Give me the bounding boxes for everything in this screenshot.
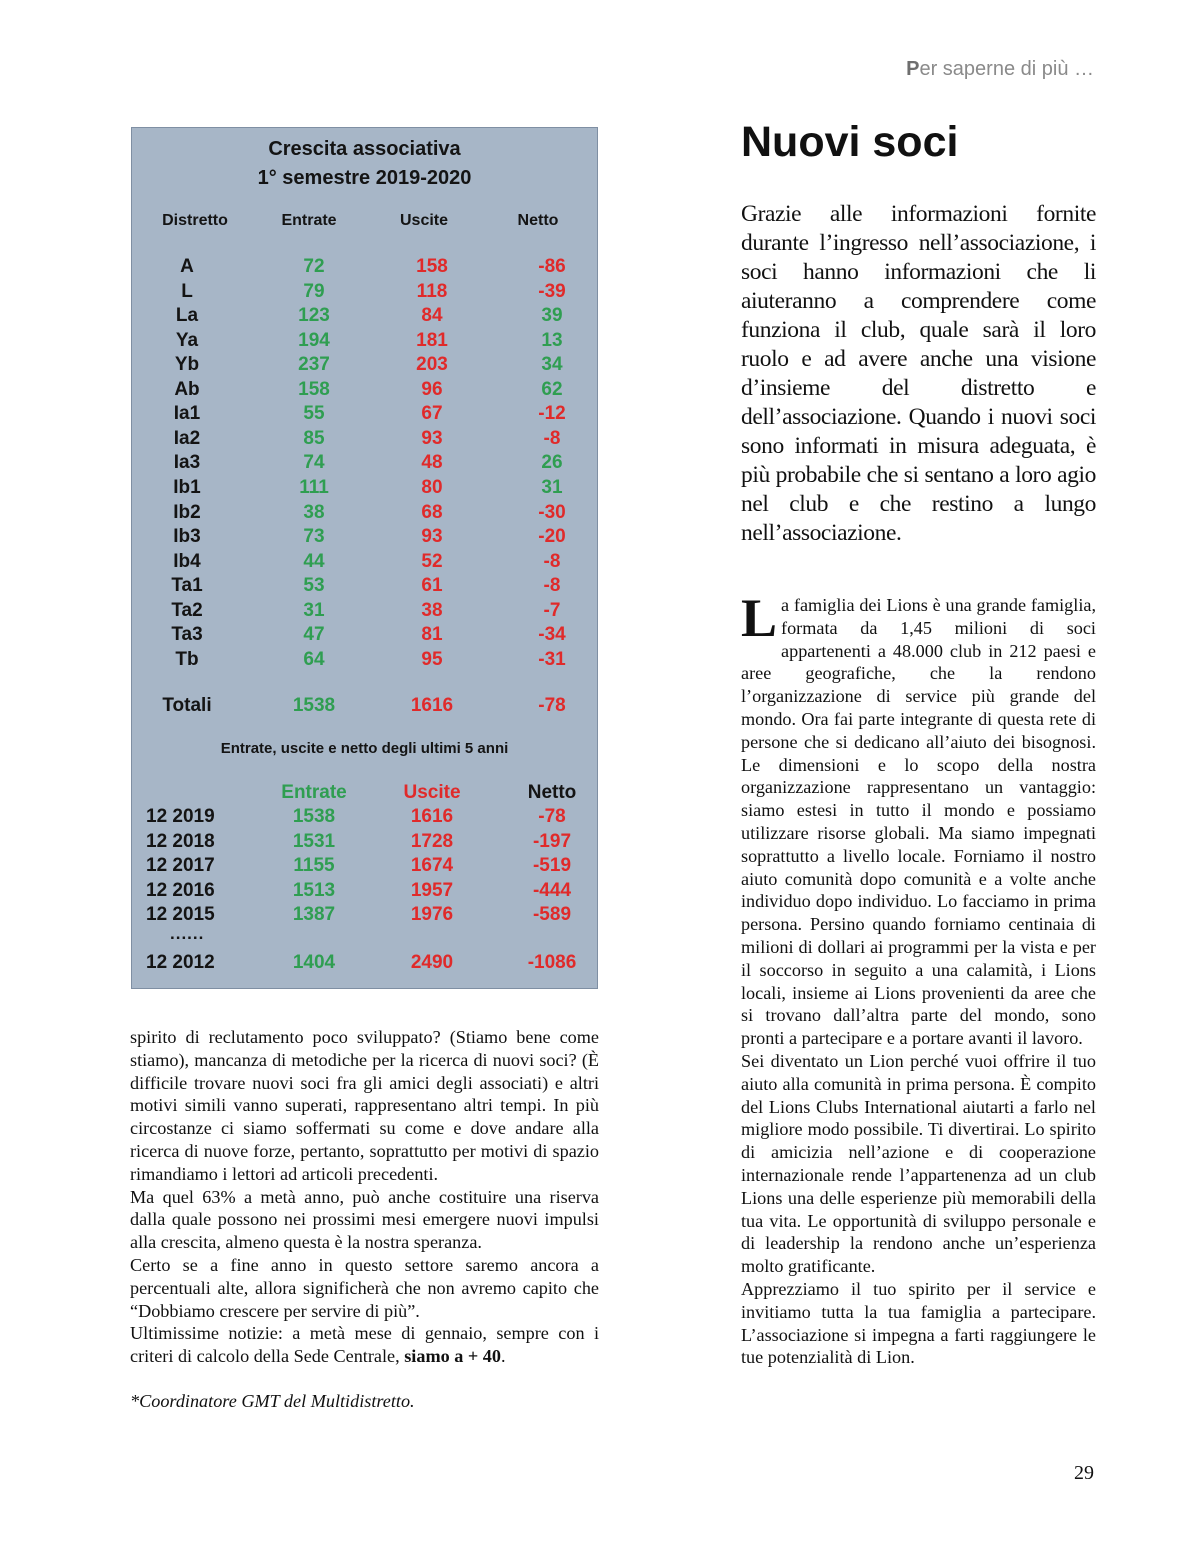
district-out: 118 xyxy=(416,280,448,302)
article-lead: Grazie alle informazioni fornite durante l’ingresso nell’associazione, i soci hanno informazioni che li aiuteranno a comprendere come funziona il club, quale sarà il loro ruolo e ad avere anche una visione d’insieme del distretto e dell’associazione. Quando i nuovi soci sono informati in misura adeguata, è più probabile che si sentano a loro agio nel club e che restino a lungo nell’associazione. xyxy=(741,201,1096,546)
running-head-initial: P xyxy=(906,58,920,80)
col-head-net: Netto xyxy=(517,212,559,229)
district-in: 237 xyxy=(298,354,330,376)
history-row-last xyxy=(132,952,597,976)
district-net: -31 xyxy=(538,648,566,670)
page-number: 29 xyxy=(1074,1462,1094,1484)
district-name: La xyxy=(175,305,199,327)
district-out: 203 xyxy=(416,354,448,376)
totals-label: Totali xyxy=(162,695,212,716)
history-out: 1957 xyxy=(410,879,454,901)
district-out: 181 xyxy=(416,329,448,351)
table-row xyxy=(132,354,597,378)
district-in: 31 xyxy=(303,599,325,621)
district-in: 47 xyxy=(303,624,325,646)
left-paragraph-4 xyxy=(130,1322,599,1368)
stats-subtitle: 1° semestre 2019-2020 xyxy=(257,167,472,189)
district-in: 72 xyxy=(303,256,325,277)
history-in: 1155 xyxy=(293,855,335,876)
history-year: 12 2012 xyxy=(146,952,215,973)
dropcap: L xyxy=(741,588,778,648)
district-name: Ab xyxy=(174,378,200,400)
article-paragraph-3: Apprezziamo il tuo spirito per il service e invitiamo tutta la tua famiglia a partecipare. L’associazione si impegna a farti raggiungere le tue potenzialità di Lion. xyxy=(741,1278,1096,1368)
table-row xyxy=(132,379,597,403)
district-in: 64 xyxy=(303,648,325,670)
article-body xyxy=(741,588,1096,1369)
history-row xyxy=(132,806,597,830)
district-out: 95 xyxy=(421,648,443,670)
col-head-out: Uscite xyxy=(399,212,449,229)
district-net: -8 xyxy=(543,550,561,572)
totals-out: 1616 xyxy=(410,695,454,716)
history-year: 12 2016 xyxy=(146,879,215,901)
left-paragraph-1: spirito di reclutamento poco sviluppato? (Stiamo bene come stiamo), mancanza di metodiche per la ricerca di nuovi soci? (È difficile trovare nuovi soci fra gli amici degli associati) e altri motivi simili vanno superati, rappresentano altri tempi. In più circostanze ci siamo soffermati su come e dove andare alla ricerca di nuove forze, pertanto, soprattutto per motivi di spazio rimandiamo i lettori ad articoli precedenti. xyxy=(130,1027,599,1184)
district-name: Ib4 xyxy=(173,550,201,572)
district-out: 93 xyxy=(421,526,443,548)
district-net: -30 xyxy=(538,501,566,523)
district-in: 53 xyxy=(303,575,325,597)
district-name: Ib1 xyxy=(173,476,201,498)
left-paragraph-4-bold: siamo a + 40 xyxy=(404,1346,501,1367)
district-name: Ya xyxy=(175,329,199,351)
history-out: 2490 xyxy=(410,952,454,973)
history-row xyxy=(132,855,597,879)
footnote: *Coordinatore GMT del Multidistretto. xyxy=(130,1390,415,1411)
history-head-out: Uscite xyxy=(403,782,461,803)
history-out: 1976 xyxy=(410,904,454,925)
history-title: Entrate, uscite e netto degli ultimi 5 anni xyxy=(220,740,509,757)
district-net: 13 xyxy=(541,329,563,351)
left-paragraph-4-start: Ultimissime notizie: a metà mese di gennaio, sempre con i criteri di calcolo della Sede Centrale, xyxy=(130,1323,599,1367)
table-row xyxy=(132,428,597,452)
district-name: Ta3 xyxy=(171,624,203,646)
totals-row xyxy=(132,695,597,719)
article-paragraph-1 xyxy=(741,588,1096,1050)
district-in: 158 xyxy=(298,378,330,400)
district-in: 194 xyxy=(298,329,330,351)
district-net: 26 xyxy=(541,452,563,474)
table-row xyxy=(132,502,597,526)
history-year: 12 2019 xyxy=(146,806,215,827)
col-head-district: Distretto xyxy=(162,212,228,229)
history-in: 1531 xyxy=(292,830,336,852)
history-in: 1387 xyxy=(292,904,336,925)
running-head-text: er saperne di più … xyxy=(919,58,1094,80)
stats-title: Crescita associativa xyxy=(268,138,461,160)
running-head xyxy=(906,58,1094,81)
article-title: Nuovi soci xyxy=(741,118,959,166)
col-head-in: Entrate xyxy=(281,212,337,229)
district-out: 96 xyxy=(421,378,443,400)
district-net: -34 xyxy=(538,624,566,646)
district-name: Ta1 xyxy=(171,575,203,597)
table-row xyxy=(132,575,597,599)
district-out: 81 xyxy=(421,624,443,646)
history-in: 1404 xyxy=(292,952,336,973)
district-net: -86 xyxy=(538,256,566,277)
district-net: 39 xyxy=(541,305,563,327)
table-row xyxy=(132,403,597,427)
history-out: 1728 xyxy=(410,830,454,852)
district-in: 111 xyxy=(299,476,329,498)
district-out: 158 xyxy=(416,256,448,277)
district-name: Ia3 xyxy=(173,452,201,474)
district-out: 84 xyxy=(421,305,443,327)
history-in: 1513 xyxy=(292,879,336,901)
totals-in: 1538 xyxy=(292,695,336,716)
table-row xyxy=(132,600,597,624)
district-net: -12 xyxy=(538,403,566,425)
district-net: 62 xyxy=(541,378,563,400)
table-row xyxy=(132,256,597,280)
article-paragraph-1-text: a famiglia dei Lions è una grande famiglia, formata da 1,45 milioni di soci appartenenti a 48.000 club in 212 paesi e aree geografiche, che la rendono l’organizzazione di service più grande del mondo. Ora fai parte integrante di questa rete di persone che si dedicano all’aiuto dei bisognosi. Le dimensioni e lo scopo della nostra organizzazione rappresentano un vantaggio: siamo estesi in tutto il mondo e possiamo utilizzare risorse globali. Ma siamo impegnati soprattutto a livello locale. Forniamo il nostro aiuto comunità dopo comunità e a volte anche individuo dopo individuo. Lo facciamo in prima persona. Persino quando forniamo centinaia di milioni di dollari ai programmi per la vista e per il soccorso in seguito a una calamità, i Lions locali, insieme ai Lions provenienti da aree che si trovano dall’altra parte del mondo, sono pronti a partecipare e a portare avanti il lavoro. xyxy=(741,595,1096,1049)
district-name: Ia1 xyxy=(173,403,201,425)
table-row xyxy=(132,649,597,673)
left-paragraph-4-end: . xyxy=(500,1346,506,1367)
table-row xyxy=(132,477,597,501)
district-in: 38 xyxy=(303,501,325,523)
district-out: 68 xyxy=(421,501,443,523)
district-out: 52 xyxy=(421,550,443,572)
district-in: 123 xyxy=(298,305,330,327)
district-name: L xyxy=(181,280,193,302)
district-name: A xyxy=(180,256,194,277)
district-in: 74 xyxy=(303,452,325,474)
district-out: 61 xyxy=(421,575,443,597)
totals-net: -78 xyxy=(538,695,566,716)
table-row xyxy=(132,281,597,305)
history-head-net: Netto xyxy=(527,782,577,803)
district-out: 80 xyxy=(421,476,443,498)
district-out: 48 xyxy=(421,452,443,474)
history-in: 1538 xyxy=(292,806,336,827)
history-out: 1616 xyxy=(410,806,454,827)
history-head-in: Entrate xyxy=(281,782,347,803)
history-net: -197 xyxy=(532,830,572,852)
table-row xyxy=(132,624,597,648)
district-net: 31 xyxy=(541,476,563,498)
left-paragraph-2: Ma quel 63% a metà anno, può anche costituire una riserva dalla quale possono nei prossimi mesi emergere nuovi impulsi alla crescita, almeno questa è la nostra speranza. xyxy=(130,1186,599,1253)
history-net: -78 xyxy=(538,806,566,827)
table-row xyxy=(132,305,597,329)
district-net: -7 xyxy=(543,599,561,621)
district-in: 79 xyxy=(303,280,325,302)
table-row xyxy=(132,330,597,354)
district-net: -8 xyxy=(543,575,561,597)
history-year: 12 2015 xyxy=(146,904,215,925)
table-row xyxy=(132,526,597,550)
district-out: 67 xyxy=(421,403,443,425)
district-name: Yb xyxy=(174,354,200,376)
district-name: Ib2 xyxy=(173,501,201,523)
membership-stats-table xyxy=(131,127,598,989)
district-in: 44 xyxy=(303,550,325,572)
history-net: -444 xyxy=(532,879,572,901)
article-paragraph-2: Sei diventato un Lion perché vuoi offrire il tuo aiuto alla comunità in prima persona. È compito del Lions Clubs International aiutarti a farlo nel migliore modo possibile. Ti divertirai. Lo spirito di amicizia nell’azione e di cooperazione internazionale rende l’appartenenza ad un club Lions una delle esperienze più memorabili della tua vita. Le opportunità di sviluppo personale e di leadership la rendono anche un’esperienza molto gratificante. xyxy=(741,1050,1096,1277)
district-net: -8 xyxy=(543,427,561,449)
district-name: Ta2 xyxy=(171,599,203,621)
table-row xyxy=(132,452,597,476)
history-year: 12 2017 xyxy=(146,855,215,876)
district-name: Ia2 xyxy=(173,427,201,449)
history-year: 12 2018 xyxy=(146,830,215,852)
history-net: -589 xyxy=(532,904,572,925)
history-net: -1086 xyxy=(527,952,577,973)
district-name: Ib3 xyxy=(173,526,201,548)
district-net: -20 xyxy=(538,526,566,548)
history-ellipsis: ...... xyxy=(170,924,205,943)
district-net: -39 xyxy=(538,280,566,302)
district-in: 55 xyxy=(303,403,325,425)
table-row xyxy=(132,551,597,575)
left-paragraph-3: Certo se a fine anno in questo settore saremo ancora a percentuali alte, allora significherà che non avremo capito che “Dobbiamo crescere per servire di più”. xyxy=(130,1254,599,1321)
district-name: Tb xyxy=(175,648,199,670)
district-in: 85 xyxy=(303,427,325,449)
history-net: -519 xyxy=(532,855,572,876)
district-in: 73 xyxy=(303,526,325,548)
district-net: 34 xyxy=(541,354,563,376)
history-row xyxy=(132,880,597,904)
district-out: 38 xyxy=(421,599,443,621)
district-out: 93 xyxy=(421,427,443,449)
left-column-text xyxy=(130,1026,599,1413)
history-row xyxy=(132,831,597,855)
history-out: 1674 xyxy=(410,855,454,876)
